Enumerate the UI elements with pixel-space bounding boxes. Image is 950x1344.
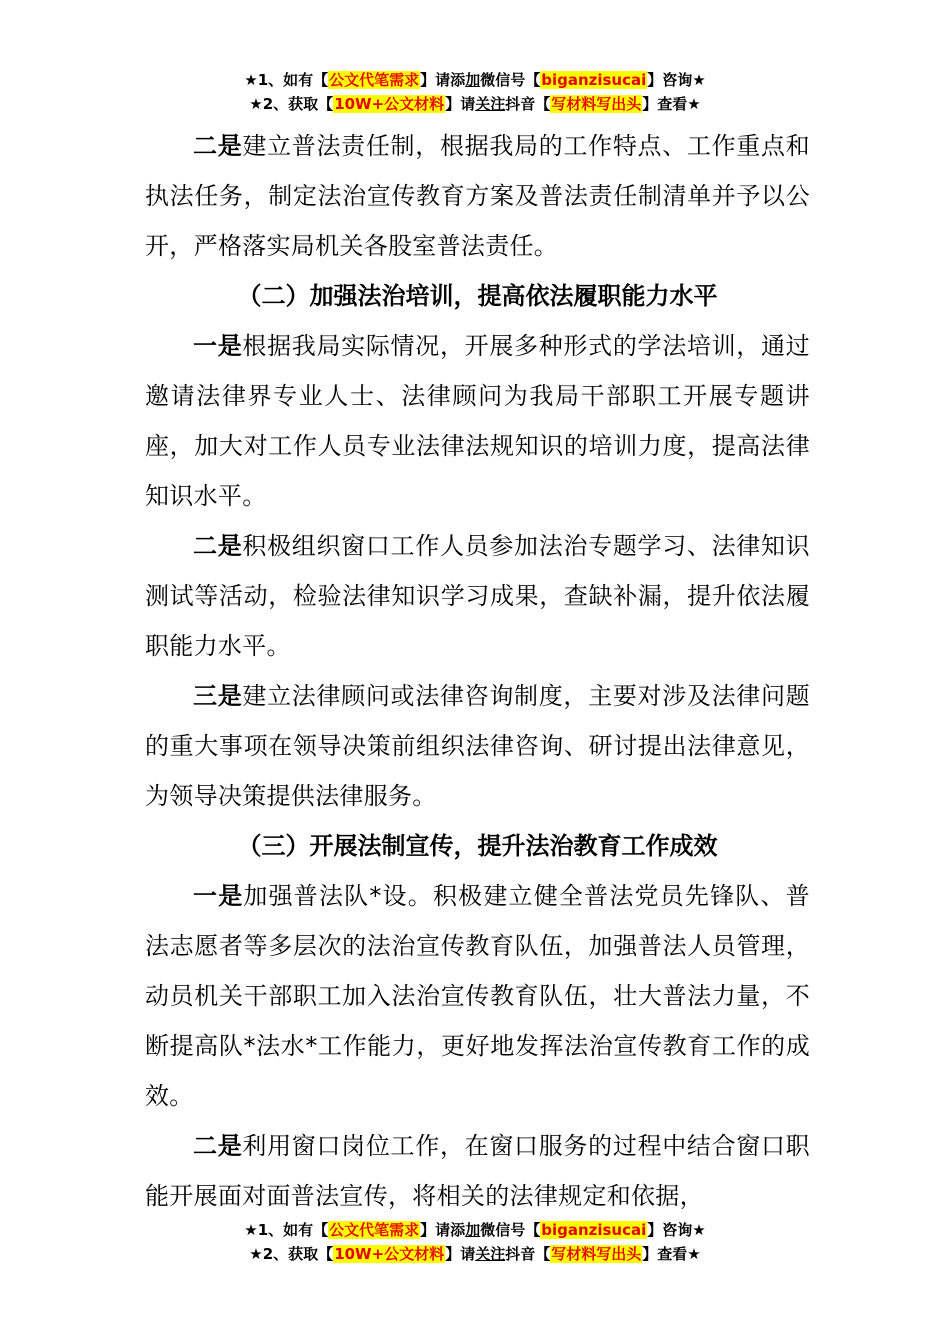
banner-text: 】请	[445, 1245, 476, 1263]
paragraph	[145, 521, 810, 671]
paragraph-lead: 三是	[193, 682, 243, 710]
banner-text: 微信号【	[480, 1221, 541, 1239]
paragraph	[145, 121, 810, 271]
banner-text: 】请	[445, 95, 476, 113]
highlight-wechat-id: biganzisucai	[541, 71, 647, 89]
paragraph-text: 积极组织窗口工作人员参加法治专题学习、法律知识测试等活动，检验法律知识学习成果，查缺补漏，提升依法履职能力水平。	[145, 532, 810, 660]
banner-text: 】查看★	[642, 95, 701, 113]
paragraph-lead: 二是	[193, 1132, 243, 1160]
banner-line-2	[0, 92, 950, 116]
banner-underline: 关注	[475, 1245, 506, 1263]
paragraph	[145, 1121, 810, 1221]
banner-underline: 加	[465, 1221, 481, 1239]
banner-text: 抖音【	[505, 95, 551, 113]
bottom-banner	[0, 1218, 950, 1266]
highlight-wechat-id: biganzisucai	[541, 1221, 647, 1239]
paragraph	[145, 321, 810, 521]
banner-text: ★1、如有【	[244, 71, 329, 89]
banner-underline: 关注	[475, 95, 506, 113]
banner-text: 】查看★	[642, 1245, 701, 1263]
paragraph-text: 建立普法责任制，根据我局的工作特点、工作重点和执法任务，制定法治宣传教育方案及普法责任制清单并予以公开，严格落实局机关各股室普法责任。	[145, 132, 810, 260]
banner-text: 】咨询★	[647, 71, 706, 89]
paragraph-lead: 二是	[193, 532, 243, 560]
highlight-douyin: 写材料写出头	[551, 1245, 642, 1263]
top-banner	[0, 68, 950, 116]
banner-line-1	[0, 68, 950, 92]
highlight-materials: 10W+公文材料	[334, 1245, 445, 1263]
paragraph	[145, 671, 810, 821]
section-heading-2: （二）加强法治培训，提高依法履职能力水平	[237, 282, 718, 310]
paragraph-lead: 二是	[193, 132, 243, 160]
banner-text: 】请添	[420, 71, 466, 89]
banner-text: ★2、获取【	[249, 1245, 334, 1263]
document-body	[145, 121, 810, 1221]
highlight-materials: 10W+公文材料	[334, 95, 445, 113]
paragraph	[145, 871, 810, 1121]
highlight-service: 公文代笔需求	[329, 1221, 420, 1239]
banner-text: 】请添	[420, 1221, 466, 1239]
paragraph-lead: 一是	[193, 882, 244, 910]
banner-line-2	[0, 1242, 950, 1266]
banner-text: 微信号【	[480, 71, 541, 89]
banner-underline: 加	[465, 71, 481, 89]
banner-text: 】咨询★	[647, 1221, 706, 1239]
paragraph-text: 建立法律顾问或法律咨询制度，主要对涉及法律问题的重大事项在领导决策前组织法律咨询、研讨提出法律意见，为领导决策提供法律服务。	[145, 682, 810, 810]
paragraph-text: 利用窗口岗位工作，在窗口服务的过程中结合窗口职能开展面对面普法宣传，将相关的法律规定和依据，	[145, 1132, 810, 1210]
highlight-douyin: 写材料写出头	[551, 95, 642, 113]
highlight-service: 公文代笔需求	[329, 71, 420, 89]
paragraph-text: 加强普法队*设。积极建立健全普法党员先锋队、普法志愿者等多层次的法治宣传教育队伍，加强普法人员管理，动员机关干部职工加入法治宣传教育队伍，壮大普法力量，不断提高队*法水*工作能力，更好地发挥法治宣传教育工作的成效。	[145, 882, 810, 1110]
section-heading-3: （三）开展法制宣传，提升法治教育工作成效	[237, 832, 718, 860]
banner-line-1	[0, 1218, 950, 1242]
paragraph-text: 根据我局实际情况，开展多种形式的学法培训，通过邀请法律界专业人士、法律顾问为我局干部职工开展专题讲座，加大对工作人员专业法律法规知识的培训力度，提高法律知识水平。	[145, 332, 810, 510]
banner-text: ★2、获取【	[249, 95, 334, 113]
banner-text: ★1、如有【	[244, 1221, 329, 1239]
banner-text: 抖音【	[505, 1245, 551, 1263]
paragraph-lead: 一是	[193, 332, 243, 360]
